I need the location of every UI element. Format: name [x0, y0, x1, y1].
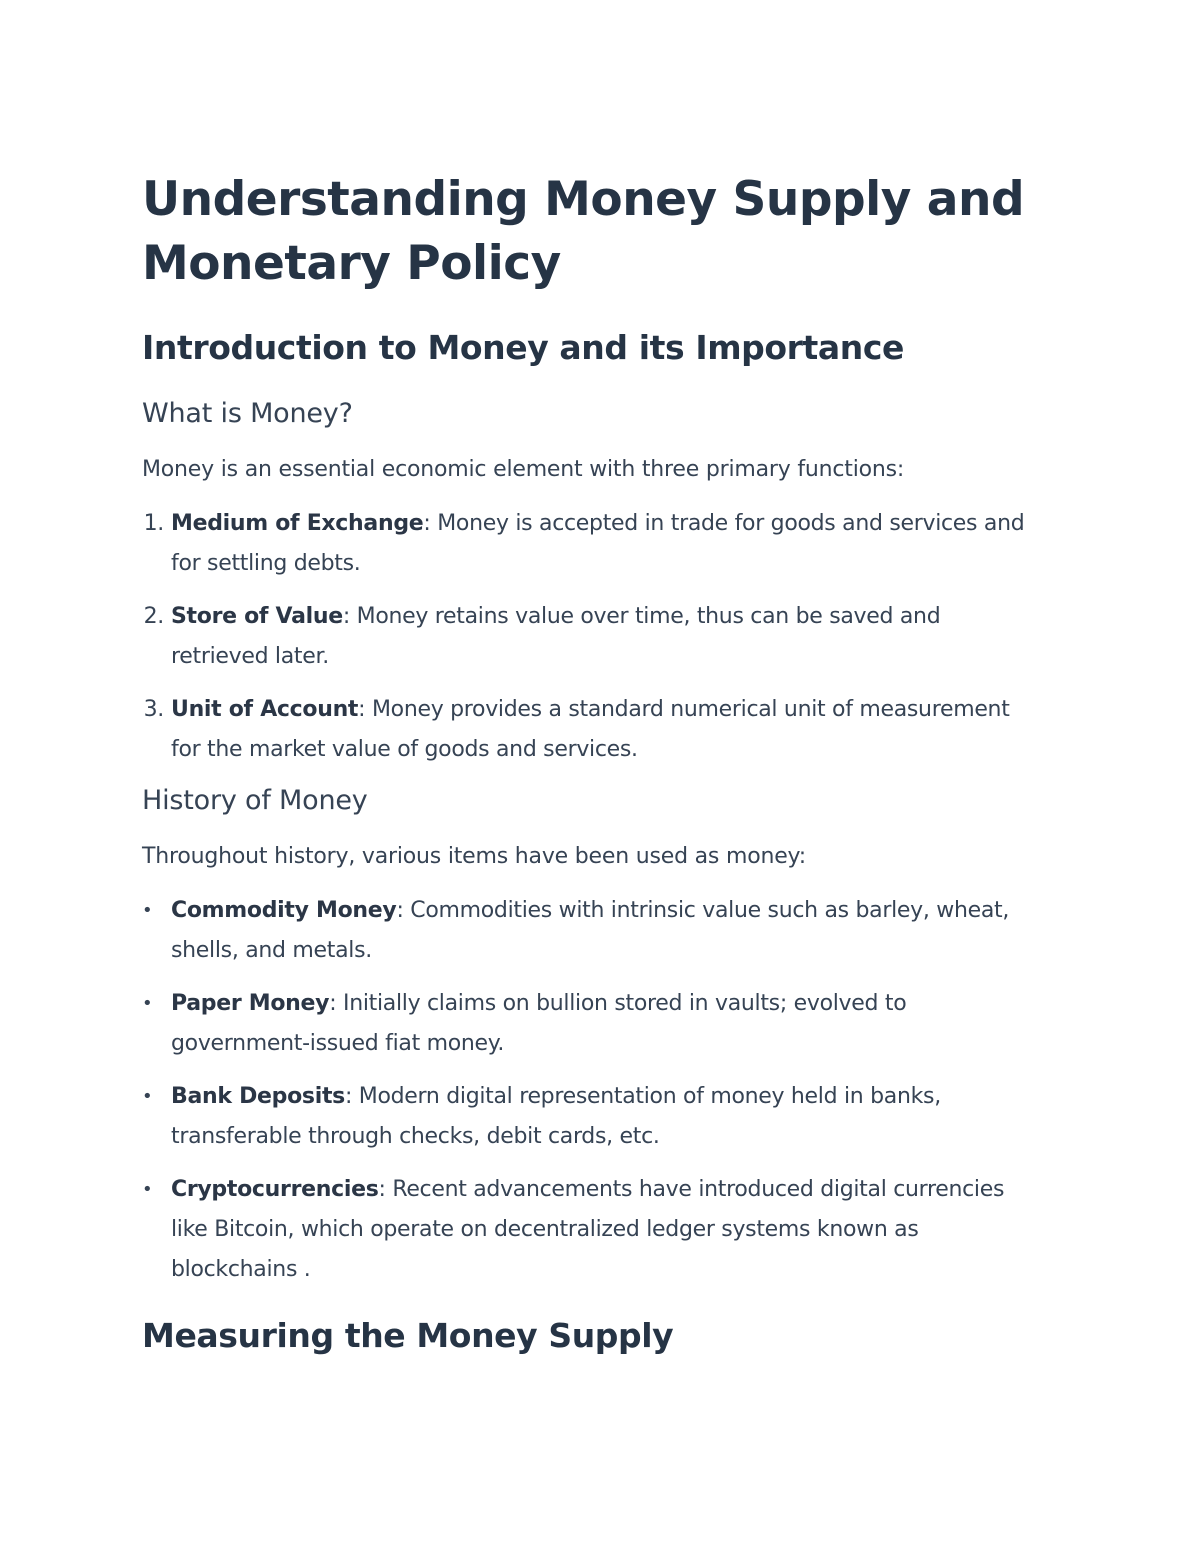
list-item-term: Cryptocurrencies: [171, 1177, 379, 1202]
list-item-term: Bank Deposits: [171, 1084, 345, 1109]
bullet-icon: •: [142, 900, 153, 921]
list-number: 3.: [143, 697, 164, 722]
history-intro-paragraph: Throughout history, various items have been used as money:: [142, 844, 806, 869]
list-item-text: Money is accepted in trade for goods and services and for settling debts.: [171, 511, 1025, 576]
list-item-term: Paper Money: [171, 991, 330, 1016]
subsection-heading-what-is-money: What is Money?: [142, 398, 353, 429]
list-item-separator: :: [378, 1177, 386, 1202]
list-item: [142, 891, 1042, 971]
list-item-term: Store of Value: [171, 604, 343, 629]
bullet-icon: •: [142, 993, 153, 1014]
list-item-text: Commodities with intrinsic value such as barley, wheat, shells, and metals.: [171, 898, 1010, 963]
document-page: [142, 168, 1042, 1358]
list-item: [142, 984, 1042, 1064]
functions-list: [142, 504, 1042, 770]
list-item-term: Unit of Account: [171, 697, 359, 722]
list-number: 2.: [143, 604, 164, 629]
list-item-text: Money retains value over time, thus can be saved and retrieved later.: [171, 604, 941, 669]
list-item-separator: :: [342, 604, 350, 629]
list-item-term: Medium of Exchange: [171, 511, 424, 536]
functions-intro-paragraph: Money is an essential economic element with three primary functions:: [142, 457, 905, 482]
bullet-icon: •: [142, 1086, 153, 1107]
list-item: [142, 1170, 1042, 1290]
list-item-text: Recent advancements have introduced digital currencies like Bitcoin, which operate on decentralized ledger systems known as blockchains .: [171, 1177, 1005, 1282]
list-item: [142, 597, 1042, 677]
list-item: [142, 504, 1042, 584]
list-item-separator: :: [396, 898, 404, 923]
list-number: 1.: [143, 511, 164, 536]
list-item: [142, 1077, 1042, 1157]
section-heading-introduction: Introduction to Money and its Importance: [142, 328, 905, 367]
list-item: [142, 690, 1042, 770]
document-title: Understanding Money Supply and Monetary Policy: [142, 172, 1025, 291]
list-item-separator: :: [329, 991, 337, 1016]
section-heading-measuring-money-supply: Measuring the Money Supply: [142, 1316, 674, 1355]
bullet-icon: •: [142, 1179, 153, 1200]
list-item-text: Modern digital representation of money held in banks, transferable through checks, debit cards, etc.: [171, 1084, 941, 1149]
subsection-heading-history-of-money: History of Money: [142, 785, 368, 816]
list-item-separator: :: [423, 511, 431, 536]
list-item-separator: :: [344, 1084, 353, 1109]
money-types-list: [142, 891, 1042, 1290]
list-item-term: Commodity Money: [171, 898, 397, 923]
list-item-text: Initially claims on bullion stored in vaults; evolved to government-issued fiat money.: [171, 991, 907, 1056]
list-item-text: Money provides a standard numerical unit of measurement for the market value of goods and services.: [171, 697, 1010, 762]
list-item-separator: :: [358, 697, 366, 722]
